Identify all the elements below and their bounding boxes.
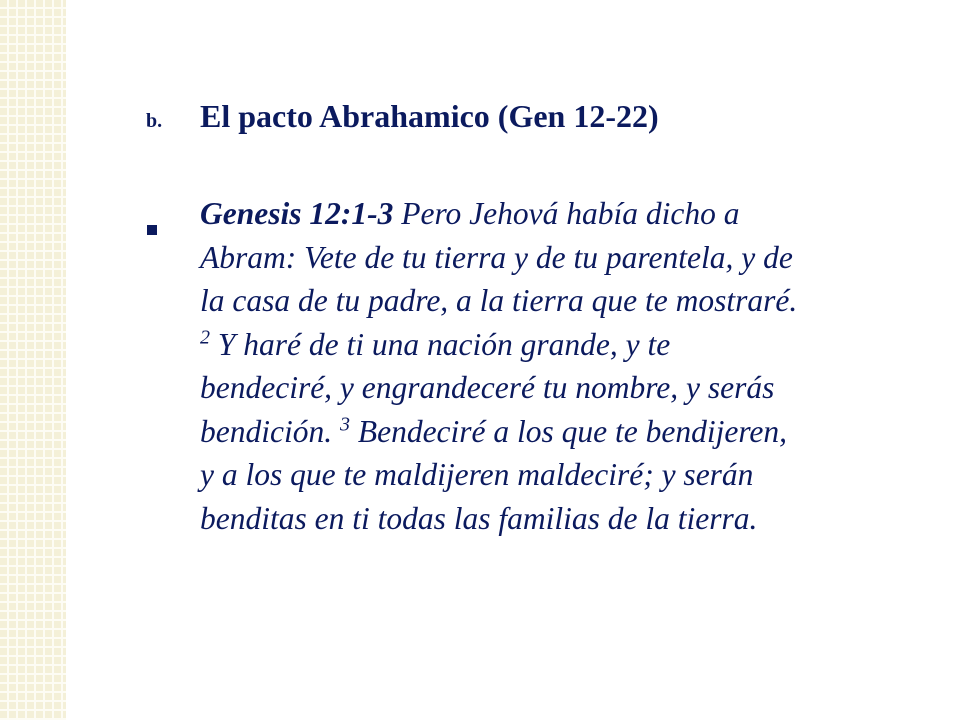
verse-reference: Genesis 12:1-3 (200, 196, 394, 231)
bullet-square-icon (147, 225, 157, 235)
list-marker: b. (146, 110, 163, 132)
passage-line: la casa de tu padre, a la tierra que te mostraré. (200, 283, 798, 318)
verse-number: 3 (339, 413, 350, 435)
heading-title: El pacto Abrahamico (Gen 12-22) (200, 98, 659, 134)
passage-text: Bendeciré a los que te bendijeren, (349, 413, 788, 449)
passage-text: Y haré de ti una nación grande, y te (210, 326, 671, 362)
passage-line: Abram: Vete de tu tierra y de tu parentela, y de (200, 239, 793, 275)
decorative-side-band (0, 0, 66, 720)
passage-text: Pero Jehová había dicho a (393, 196, 740, 231)
passage-line: bendeciré, y engrandeceré tu nombre, y serás (200, 370, 775, 405)
passage-line: y a los que te maldijeren maldeciré; y serán (200, 457, 754, 492)
passage-line (200, 192, 930, 236)
passage-line: benditas en ti todas las familias de la tierra. (200, 500, 758, 536)
passage-line (200, 323, 930, 367)
passage-text: bendición. (200, 413, 340, 449)
passage-line (200, 410, 930, 454)
verse-number: 2 (200, 326, 210, 348)
section-heading (146, 98, 926, 142)
scripture-passage (200, 192, 930, 540)
